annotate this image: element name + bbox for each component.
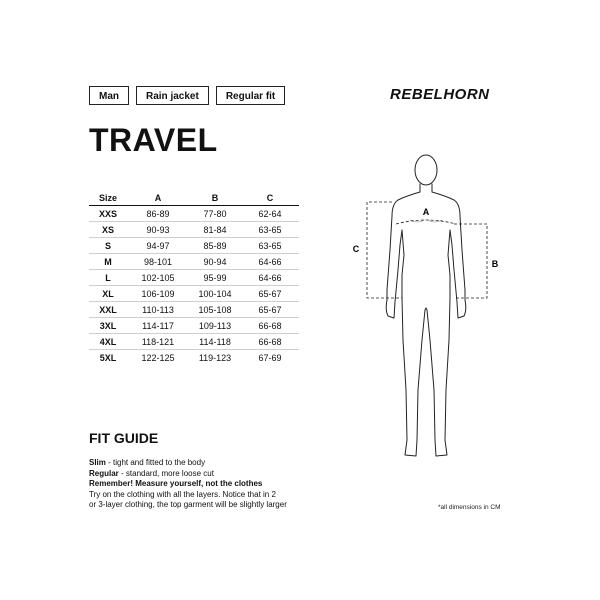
header-a: A bbox=[127, 190, 189, 206]
cell-c: 62-64 bbox=[241, 206, 299, 222]
table-row bbox=[89, 206, 299, 222]
table-row bbox=[89, 302, 299, 318]
fit-regular-label: Regular bbox=[89, 468, 119, 478]
cell-size: S bbox=[89, 238, 127, 254]
cell-b: 77-80 bbox=[189, 206, 241, 222]
cell-a: 98-101 bbox=[127, 254, 189, 270]
cell-b: 114-118 bbox=[189, 334, 241, 350]
category-tags bbox=[89, 86, 285, 105]
cell-size: 3XL bbox=[89, 318, 127, 334]
cell-a: 90-93 bbox=[127, 222, 189, 238]
fit-line-2: or 3-layer clothing, the top garment will be slightly larger bbox=[89, 500, 287, 509]
cell-a: 94-97 bbox=[127, 238, 189, 254]
cell-c: 66-68 bbox=[241, 318, 299, 334]
header-size: Size bbox=[89, 190, 127, 206]
cell-size: XS bbox=[89, 222, 127, 238]
cell-size: L bbox=[89, 270, 127, 286]
cell-c: 66-68 bbox=[241, 334, 299, 350]
tag-gender: Man bbox=[89, 86, 129, 105]
table-row bbox=[89, 238, 299, 254]
cell-c: 63-65 bbox=[241, 222, 299, 238]
tag-product-type: Rain jacket bbox=[136, 86, 209, 105]
cell-a: 122-125 bbox=[141, 352, 175, 363]
header-b: B bbox=[189, 190, 241, 206]
table-row bbox=[89, 318, 299, 334]
fit-line-1: Try on the clothing with all the layers. Notice that in 2 bbox=[89, 489, 276, 499]
cell-size: 4XL bbox=[89, 334, 127, 350]
tag-fit: Regular fit bbox=[216, 86, 285, 105]
cell-b: 90-94 bbox=[189, 254, 241, 270]
brand-logo: REBELHORN bbox=[390, 86, 490, 103]
size-chart-table bbox=[89, 190, 299, 365]
cell-b: 105-108 bbox=[189, 302, 241, 318]
table-row bbox=[89, 222, 299, 238]
cell-size: XXS bbox=[89, 206, 127, 222]
fit-guide-title: FIT GUIDE bbox=[89, 430, 159, 446]
table-row bbox=[89, 270, 299, 286]
cell-c: 63-65 bbox=[241, 238, 299, 254]
fit-remember bbox=[89, 479, 349, 490]
fit-remember-text: Remember! Measure yourself, not the clothes bbox=[89, 479, 263, 488]
cell-b: 95-99 bbox=[189, 270, 241, 286]
cell-a: 118-121 bbox=[127, 334, 189, 350]
fit-regular-text: - standard, more loose cut bbox=[118, 468, 214, 478]
fit-guide-text bbox=[89, 458, 349, 511]
measurement-c bbox=[353, 202, 402, 298]
table-row bbox=[89, 254, 299, 270]
table-header-row bbox=[89, 190, 299, 206]
cell-size: 5XL bbox=[99, 352, 117, 363]
cell-b: 81-84 bbox=[189, 222, 241, 238]
product-title: TRAVEL bbox=[89, 122, 218, 158]
table-row bbox=[89, 286, 299, 302]
cell-b: 119-123 bbox=[198, 352, 232, 363]
fit-slim-label: Slim bbox=[89, 458, 106, 467]
cell-a: 114-117 bbox=[127, 318, 189, 334]
cell-size: M bbox=[89, 254, 127, 270]
cell-b: 85-89 bbox=[189, 238, 241, 254]
cell-a: 110-113 bbox=[127, 302, 189, 318]
table-row bbox=[89, 350, 299, 366]
fit-slim-line bbox=[89, 458, 349, 469]
label-b: B bbox=[491, 259, 499, 269]
label-c: C bbox=[352, 244, 360, 254]
label-a: A bbox=[422, 207, 430, 217]
body-outline bbox=[386, 155, 466, 456]
cell-c: 64-66 bbox=[241, 254, 299, 270]
cell-size: XXL bbox=[89, 302, 127, 318]
cell-size: XL bbox=[89, 286, 127, 302]
header-c: C bbox=[241, 190, 299, 206]
body-measurement-figure bbox=[350, 150, 510, 480]
cell-c: 65-67 bbox=[241, 286, 299, 302]
table-row bbox=[89, 334, 299, 350]
cell-c: 65-67 bbox=[241, 302, 299, 318]
cell-a: 106-109 bbox=[127, 286, 189, 302]
cell-c: 64-66 bbox=[241, 270, 299, 286]
fit-regular-line bbox=[89, 469, 349, 480]
cell-b: 100-104 bbox=[189, 286, 241, 302]
cell-b: 109-113 bbox=[189, 318, 241, 334]
fit-slim-text: - tight and fitted to the body bbox=[105, 458, 206, 467]
measurement-a bbox=[396, 207, 456, 224]
cell-c: 67-69 bbox=[258, 352, 282, 363]
dimensions-note: *all dimensions in CM bbox=[438, 504, 501, 511]
cell-a: 86-89 bbox=[127, 206, 189, 222]
cell-a: 102-105 bbox=[127, 270, 189, 286]
